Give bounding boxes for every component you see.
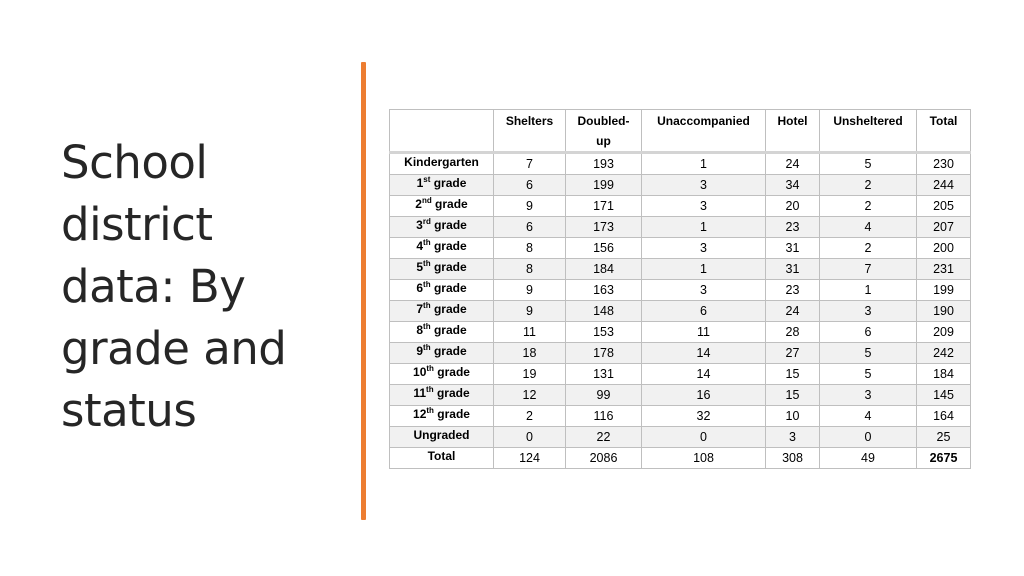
- column-header-hotel: Hotel: [766, 110, 820, 153]
- row-label: [390, 427, 494, 448]
- row-label-suffix: grade: [430, 260, 467, 274]
- ordinal-suffix: th: [423, 322, 431, 331]
- ordinal-suffix: th: [426, 364, 434, 373]
- table-row: [390, 343, 971, 364]
- table-cell: 9: [494, 196, 566, 217]
- row-label-text: 9: [416, 344, 424, 358]
- row-label-suffix: grade: [430, 344, 467, 358]
- table-cell: 7: [820, 259, 917, 280]
- table-cell: 173: [566, 217, 642, 238]
- table-cell: 4: [820, 217, 917, 238]
- table-row: [390, 427, 971, 448]
- table-row: [390, 301, 971, 322]
- table-cell: 116: [566, 406, 642, 427]
- table-row: [390, 280, 971, 301]
- title-line: district: [61, 198, 213, 251]
- row-label-text: Ungraded: [413, 428, 470, 442]
- slide-title: [61, 132, 331, 442]
- row-label-text: 11: [413, 386, 427, 400]
- table-cell: 6: [494, 175, 566, 196]
- table-cell: 0: [642, 427, 766, 448]
- table-cell: 3: [642, 238, 766, 259]
- title-line: status: [61, 384, 197, 437]
- doubled-up-line-2: up: [596, 134, 611, 148]
- table-cell: 25: [917, 427, 971, 448]
- title-line: data: By: [61, 260, 246, 313]
- table-cell: 231: [917, 259, 971, 280]
- table-cell: 8: [494, 259, 566, 280]
- ordinal-suffix: th: [423, 280, 431, 289]
- table-cell: 244: [917, 175, 971, 196]
- table-cell: 184: [566, 259, 642, 280]
- table-header-row: [390, 110, 971, 153]
- table-cell: 18: [494, 343, 566, 364]
- row-label: [390, 301, 494, 322]
- row-label-text: 1: [416, 176, 424, 190]
- row-label-text: 6: [416, 281, 424, 295]
- table-cell: 31: [766, 259, 820, 280]
- table-cell: 199: [917, 280, 971, 301]
- row-label-suffix: grade: [430, 218, 467, 232]
- grade-status-table: [389, 109, 971, 469]
- table-body: [390, 153, 971, 469]
- column-header-unsheltered: Unsheltered: [820, 110, 917, 153]
- row-label: [390, 153, 494, 175]
- row-label-text: 5: [416, 260, 424, 274]
- row-label-suffix: grade: [430, 302, 467, 316]
- ordinal-suffix: nd: [421, 196, 432, 205]
- table-cell: 99: [566, 385, 642, 406]
- table-cell: 308: [766, 448, 820, 469]
- column-header-unaccompanied: Unaccompanied: [642, 110, 766, 153]
- ordinal-suffix: th: [423, 238, 431, 247]
- ordinal-suffix: th: [423, 301, 431, 310]
- ordinal-suffix: st: [423, 175, 431, 184]
- table-cell: 14: [642, 364, 766, 385]
- row-label: [390, 259, 494, 280]
- table-row: [390, 364, 971, 385]
- table-cell: 184: [917, 364, 971, 385]
- row-label-suffix: grade: [430, 323, 467, 337]
- table-cell: 10: [766, 406, 820, 427]
- table-cell: 49: [820, 448, 917, 469]
- row-label-suffix: grade: [433, 365, 470, 379]
- table-cell: 20: [766, 196, 820, 217]
- table-cell: 2: [820, 175, 917, 196]
- table-cell: 22: [566, 427, 642, 448]
- table-cell: 0: [494, 427, 566, 448]
- table-cell: 2: [494, 406, 566, 427]
- row-label: [390, 217, 494, 238]
- row-label: [390, 448, 494, 469]
- row-label: [390, 322, 494, 343]
- table-cell: 5: [820, 343, 917, 364]
- table-cell: 34: [766, 175, 820, 196]
- row-label-text: 8: [416, 323, 424, 337]
- table-cell: 2086: [566, 448, 642, 469]
- table-cell: 178: [566, 343, 642, 364]
- table-cell: 24: [766, 301, 820, 322]
- table-cell: 242: [917, 343, 971, 364]
- table-row: [390, 406, 971, 427]
- table-cell: 15: [766, 385, 820, 406]
- table-row: [390, 238, 971, 259]
- table-cell: 5: [820, 153, 917, 175]
- table-cell: 12: [494, 385, 566, 406]
- column-header-doubled-up: [566, 110, 642, 153]
- table-cell: 193: [566, 153, 642, 175]
- table-row: [390, 448, 971, 469]
- table-cell: 28: [766, 322, 820, 343]
- row-label: [390, 175, 494, 196]
- table-cell: 164: [917, 406, 971, 427]
- table-cell: 24: [766, 153, 820, 175]
- table-cell: 3: [642, 196, 766, 217]
- table-cell: 1: [642, 153, 766, 175]
- row-label-suffix: grade: [433, 407, 470, 421]
- row-label-text: 3: [416, 218, 423, 232]
- row-label-suffix: grade: [430, 176, 467, 190]
- table-cell: 3: [820, 301, 917, 322]
- table-cell: 145: [917, 385, 971, 406]
- table-cell: 6: [642, 301, 766, 322]
- table-row: [390, 175, 971, 196]
- table-row: [390, 322, 971, 343]
- table-cell: 23: [766, 280, 820, 301]
- row-label-text: 12: [413, 407, 427, 421]
- row-label: [390, 406, 494, 427]
- table-row: [390, 385, 971, 406]
- row-label: [390, 364, 494, 385]
- ordinal-suffix: th: [423, 259, 431, 268]
- table-cell: 3: [642, 280, 766, 301]
- ordinal-suffix: th: [426, 385, 434, 394]
- table-cell: 0: [820, 427, 917, 448]
- table-cell: 199: [566, 175, 642, 196]
- row-label-text: 2: [415, 197, 422, 211]
- row-label-suffix: grade: [431, 197, 468, 211]
- table-cell: 27: [766, 343, 820, 364]
- table-row: [390, 196, 971, 217]
- table-cell: 14: [642, 343, 766, 364]
- table-cell: 200: [917, 238, 971, 259]
- row-label-text: 10: [413, 365, 427, 379]
- row-label-text: Total: [427, 449, 456, 463]
- doubled-up-line-1: Doubled-: [577, 114, 630, 128]
- column-header-total: Total: [917, 110, 971, 153]
- table-cell: 4: [820, 406, 917, 427]
- table-row: [390, 153, 971, 175]
- table-cell: 32: [642, 406, 766, 427]
- table-cell: 1: [642, 259, 766, 280]
- title-line: School: [61, 136, 208, 189]
- table-cell: 7: [494, 153, 566, 175]
- table-cell: 6: [494, 217, 566, 238]
- table-cell: 163: [566, 280, 642, 301]
- table-cell: 2675: [917, 448, 971, 469]
- row-label: [390, 343, 494, 364]
- row-label-text: 4: [416, 239, 424, 253]
- row-label-text: Kindergarten: [404, 155, 479, 169]
- table-cell: 3: [820, 385, 917, 406]
- table-cell: 209: [917, 322, 971, 343]
- table-cell: 171: [566, 196, 642, 217]
- table-cell: 2: [820, 196, 917, 217]
- table-cell: 205: [917, 196, 971, 217]
- ordinal-suffix: th: [423, 343, 431, 352]
- table-cell: 190: [917, 301, 971, 322]
- row-label: [390, 196, 494, 217]
- title-line: grade and: [61, 322, 287, 375]
- table-cell: 124: [494, 448, 566, 469]
- ordinal-suffix: th: [426, 406, 434, 415]
- table-cell: 207: [917, 217, 971, 238]
- table-cell: 3: [642, 175, 766, 196]
- accent-divider: [361, 62, 366, 520]
- column-header-shelters: Shelters: [494, 110, 566, 153]
- table-cell: 3: [766, 427, 820, 448]
- corner-cell: [390, 110, 494, 153]
- table-cell: 108: [642, 448, 766, 469]
- row-label-suffix: grade: [430, 239, 467, 253]
- row-label-suffix: grade: [430, 281, 467, 295]
- table-cell: 16: [642, 385, 766, 406]
- table-cell: 1: [642, 217, 766, 238]
- table-cell: 19: [494, 364, 566, 385]
- table-cell: 8: [494, 238, 566, 259]
- table-cell: 153: [566, 322, 642, 343]
- table-cell: 11: [642, 322, 766, 343]
- row-label: [390, 280, 494, 301]
- table-cell: 11: [494, 322, 566, 343]
- table-cell: 31: [766, 238, 820, 259]
- table-cell: 2: [820, 238, 917, 259]
- table-cell: 5: [820, 364, 917, 385]
- table-cell: 230: [917, 153, 971, 175]
- row-label-suffix: grade: [433, 386, 470, 400]
- table-cell: 9: [494, 280, 566, 301]
- table-cell: 15: [766, 364, 820, 385]
- table-cell: 131: [566, 364, 642, 385]
- table-cell: 1: [820, 280, 917, 301]
- table-row: [390, 217, 971, 238]
- row-label: [390, 385, 494, 406]
- table-cell: 9: [494, 301, 566, 322]
- row-label-text: 7: [416, 302, 424, 316]
- table-cell: 156: [566, 238, 642, 259]
- table-row: [390, 259, 971, 280]
- table-cell: 148: [566, 301, 642, 322]
- row-label: [390, 238, 494, 259]
- table-cell: 6: [820, 322, 917, 343]
- table-cell: 23: [766, 217, 820, 238]
- ordinal-suffix: rd: [422, 217, 431, 226]
